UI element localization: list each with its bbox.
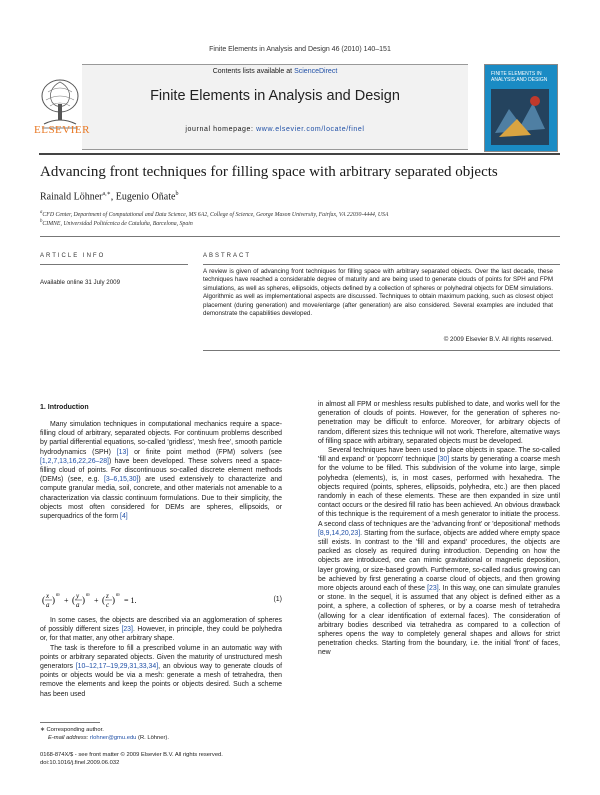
svg-text:): ): [112, 595, 115, 605]
svg-text:(: (: [42, 595, 45, 605]
affiliation-b-text: CIMNE, Universidad Politécnica de Cataluña, Barcelona, Spain: [42, 220, 193, 227]
sciencedirect-link[interactable]: ScienceDirect: [294, 68, 338, 75]
ref-link[interactable]: [10–12,17–19,29,31,33,34]: [75, 663, 159, 671]
equation-1: [40, 590, 282, 610]
svg-text:z: z: [106, 592, 109, 600]
journal-homepage: [82, 126, 468, 133]
contents-prefix: Contents lists available at: [212, 68, 293, 75]
svg-text:(: (: [102, 595, 105, 605]
ref-link[interactable]: [23]: [121, 626, 133, 634]
svg-text:a: a: [46, 601, 50, 609]
intro-paragraph-4: in almost all FPM or meshless results published to date, and works well for the generation of clouds of points. However, for the generation of spheres no-penetration may be difficult to enforce. Moreover, for arbitrary objects of random, different sizes this technique will not work. Therefore, alternative ways of filling space with arbitrary, separated objects must be developed.: [318, 401, 560, 445]
article-info-heading: ARTICLE INFO: [40, 253, 106, 259]
svg-text:m: m: [86, 593, 90, 598]
footnote: [40, 726, 280, 742]
ref-link[interactable]: [1,2,7,13,16,22,26–28]: [40, 457, 109, 465]
intro-paragraph-1: Many simulation techniques in computational mechanics require a space-filling cloud of arbitrary, separated objects. For continuum problems described by partial differential equations, so-called 'gridless', 'mesh free', smooth particle hydrodynamics (SPH) [13] or finite point method (FPM) solvers (see [1,2,7,13,16,22,26–28]) have been developed. These solvers need a space-filling cloud of points. For discontinuous so-called discrete element methods (DEMs) (see, e.g. [3–6,15,30]) are used extensively to characterize and compute granular media, soil, concrete, and other materials not amenable to a characterization via classic continuum formulations. Due to their simplicity, the objects most often considered for DEMs are spheres, ellipsoids, or superquadrics of the form [4]: [40, 421, 283, 521]
bottom-info: [40, 751, 223, 767]
article-title: Advancing front techniques for filling space with arbitrary separated objects: [40, 164, 498, 180]
svg-text:= 1.: = 1.: [124, 596, 137, 605]
abstract-rule: [203, 264, 560, 265]
contents-line: [82, 68, 468, 75]
intro-paragraph-2: In some cases, the objects are described via an agglomeration of spheres of possibly different sizes [23]. However, in principle, they could be polyhedra or, for that matter, any other arbitrary shape.: [40, 617, 282, 643]
svg-text:(: (: [72, 595, 75, 605]
ref-link[interactable]: [4]: [120, 513, 128, 521]
article-info-rule: [40, 264, 188, 265]
section-title: 1. Introduction: [40, 404, 89, 411]
svg-text:m: m: [56, 593, 60, 598]
ref-link[interactable]: [30]: [437, 456, 450, 464]
issn-line: 0168-874X/$ - see front matter © 2009 Elsevier B.V. All rights reserved.: [40, 752, 223, 758]
affiliation-b: [40, 219, 560, 227]
equation-number: (1): [273, 596, 282, 603]
intro-paragraph-3: The task is therefore to fill a prescribed volume in an automatic way with points or arbitrary separated objects. Given the maturity of unstructured mesh generators [10–12,17–19,29,31,33,34], an obvious way to generate clouds of points or objects would be via a mesh: generate a mesh of tetrahedra, then remove the elements and keep the points or objects desired. Such a scheme has been used: [40, 644, 282, 698]
available-online: Available online 31 July 2009: [40, 279, 121, 286]
ref-link[interactable]: [13]: [116, 448, 129, 456]
abstract-bottom-rule: [203, 350, 560, 351]
journal-title[interactable]: Finite Elements in Analysis and Design: [150, 88, 400, 104]
author-1[interactable]: Rainald Löhner: [40, 191, 103, 203]
svg-text:): ): [52, 595, 55, 605]
affiliation-rule: [40, 236, 560, 237]
affiliation-a-mark: a: [40, 210, 43, 215]
journal-banner: [82, 64, 468, 150]
right-column: [318, 400, 560, 658]
cover-title: FINITE ELEMENTS IN ANALYSIS AND DESIGN: [491, 71, 548, 83]
author-1-marks: a,∗: [102, 191, 111, 197]
author-separator: ,: [110, 191, 116, 203]
author-2[interactable]: Eugenio Oñate: [115, 191, 176, 203]
ref-link[interactable]: [3–6,15,30]: [103, 476, 139, 484]
svg-text:a: a: [76, 601, 80, 609]
ref-link[interactable]: [23]: [427, 585, 439, 593]
svg-text:+: +: [64, 596, 69, 605]
author-line: [40, 190, 178, 202]
homepage-label: journal homepage:: [185, 126, 254, 133]
abstract-copyright: © 2009 Elsevier B.V. All rights reserved.: [443, 336, 553, 343]
journal-cover-thumbnail[interactable]: [484, 64, 558, 152]
svg-text:y: y: [76, 592, 80, 600]
svg-text:): ): [82, 595, 85, 605]
affiliation-a: [40, 210, 560, 218]
author-2-mark: b: [175, 191, 179, 197]
footnote-rule: [40, 722, 100, 723]
header-rule-thick: [39, 153, 560, 155]
svg-text:+: +: [94, 596, 99, 605]
svg-text:x: x: [46, 592, 50, 600]
cover-image: [491, 89, 549, 145]
abstract-text: A review is given of advancing front techniques for filling space with arbitrary separated objects. Over the last decade, these techniques have reached a considerable degree of maturity and are being used to generate clouds of points for SPH and FPM simulations, as well as spheres, ellipsoids, objects defined by a collection of spheres or polyhedral objects for DEM simulations. Algorithmic as well as implementational aspects are discussed. Techniques to obtain maximum packing, such as closest object placement (during generation) and move/enlarge (after generation) are also considered. Several examples are included that demonstrate the capabilities developed.: [203, 268, 553, 318]
left-column-top: [40, 420, 282, 521]
doi-line[interactable]: doi:10.1016/j.finel.2009.06.032: [40, 760, 120, 766]
svg-text:c: c: [106, 601, 110, 609]
ref-link[interactable]: [8,9,14,20,23]: [318, 529, 361, 537]
affiliation-b-mark: b: [40, 219, 43, 224]
equation-1-formula: [40, 590, 160, 610]
running-head: Finite Elements in Analysis and Design 46 (2010) 140–151: [209, 46, 391, 53]
left-column-bottom: [40, 616, 282, 699]
abstract-heading: ABSTRACT: [203, 253, 252, 259]
footnote-email: E-mail address: rlohner@gmu.edu (R. Löhner).: [48, 735, 169, 741]
affiliation-a-text: CFD Center, Department of Computational and Data Science, MS 6A2, College of Science, George Mason University, Fairfax, VA 22030-4444, USA: [42, 211, 389, 218]
elsevier-wordmark: ELSEVIER: [34, 124, 90, 136]
email-link[interactable]: rlohner@gmu.edu: [89, 735, 137, 741]
intro-paragraph-5: Several techniques have been used to place objects in space. The so-called 'fill and expand' or 'popcorn' technique [30] starts by generating a coarse mesh for the volume to be filled. This subdivision of the volume into large, simple polyhedra (elements), is, in most cases, performed with hexahedra. The objects required (points, spheres, ellipsoids, polyhedra, etc.) are then placed randomly in each of these elements. These are then expanded in size until contact occurs or the desired fill ratio has been achieved. An obvious drawback of this technique is the requirement of a mesh generator to initiate the process. A second class of techniques are the 'advancing front' or 'depositional' methods [8,9,14,20,23]. Starting from the surface, objects are added where empty space still exists. In contrast to the 'fill and expand' procedures, the objects are packed as closely as required during introduction. Depending on how the objects are introduced, one can mimic gravitational or magnetic deposition, layer growing, or size-based growth. Furthermore, so-called radius growing can be achieved by first generating a coarse cloud of objects, and then growing more objects around each of these [23]. In this way, one can simulate granules or stone. In the sequel, it is assumed that any object is defined either as a point, a sphere, a collection of spheres, or by a coarse mesh of tetrahedra (allowing for a clear identification of external faces). The consideration of arbitrary bodies described via tetrahedra as compared to a collection of spheres opens the way to completely general shapes and allows for strict penetration checks. Starting from the boundary, i.e. the initial 'front' of faces, new: [318, 447, 561, 657]
svg-text:m: m: [116, 593, 120, 598]
homepage-url[interactable]: www.elsevier.com/locate/finel: [256, 126, 365, 133]
footnote-corresponding: ∗ Corresponding author.: [40, 727, 104, 733]
